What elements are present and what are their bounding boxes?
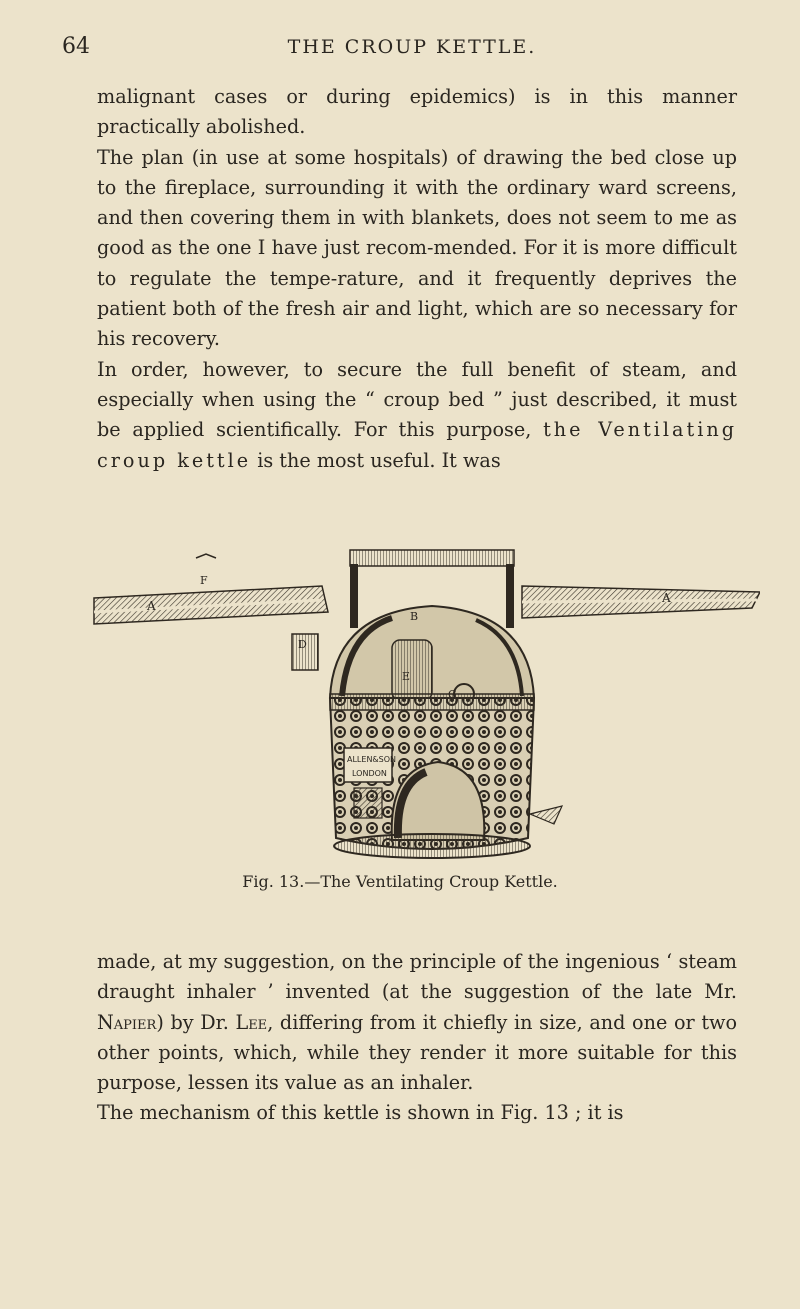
kettle-illustration (92, 548, 760, 868)
label-a-right: A (662, 591, 671, 605)
label-b: B (410, 610, 419, 623)
label-d: D (298, 638, 307, 651)
paragraph-made-text-a: made, at my suggestion, on the principle of the ingenious ‘ steam draught inhaler ’ invented (at the suggestion of the late Mr. (97, 950, 737, 1004)
kettle-base-shape (334, 834, 530, 858)
paragraph-mechanism: The mechanism of this kettle is shown in Fig. 13 ; it is (97, 1101, 624, 1125)
page-header (62, 34, 762, 66)
paragraph-made-text-b: ) by Dr. (156, 1010, 236, 1034)
paragraph-steam-text-b: is the most useful. It was (251, 448, 501, 472)
paragraph-made (97, 947, 737, 1098)
handle-bar-shape (350, 550, 514, 566)
kettle-engraving (92, 548, 760, 868)
maker-line2: LONDON (352, 769, 387, 778)
label-e: E (402, 670, 411, 683)
kettle-name-spaced: the Ventilating croup kettle (97, 418, 737, 472)
paragraph-steam (97, 355, 737, 476)
paragraph-steam-text-a: In order, however, to secure the full benefit of steam, and especially when using the “ croup bed ” just described, it must be applied scientifically. For this purpose, (97, 357, 737, 442)
body-text-bottom (97, 947, 737, 1129)
body-text-top (97, 82, 737, 476)
page-number: 64 (62, 34, 90, 59)
paragraph-continued: malignant cases or during epidemics) is in this manner practically abolished. (97, 85, 737, 139)
cylinder-e-shape (392, 640, 432, 700)
label-a-left: A (147, 599, 156, 613)
name-lee: Lee (235, 1010, 268, 1034)
paragraph-plan: The plan (in use at some hospitals) of drawing the bed close up to the fireplace, surrounding it with the ordinary ward screens, and then covering them in with blankets, does not seem to me as good as the one I have just recom-mended. For it is more difficult to regulate the tempe-rature, and it frequently deprives the patient both of the fresh air and light, which are so necessary for his recovery. (97, 145, 737, 351)
paragraph-made-text-c: , differing from it chiefly in size, and one or two other points, which, while they render it more suitable for this purpose, lessen its value as an inhaler. (97, 1010, 738, 1095)
maker-line1: ALLEN&SON (347, 755, 397, 764)
label-f: F (200, 574, 208, 587)
running-title: THE CROUP KETTLE. (287, 36, 537, 58)
figure-caption: Fig. 13.—The Ventilating Croup Kettle. (242, 872, 558, 891)
name-napier: Napier (97, 1010, 157, 1034)
